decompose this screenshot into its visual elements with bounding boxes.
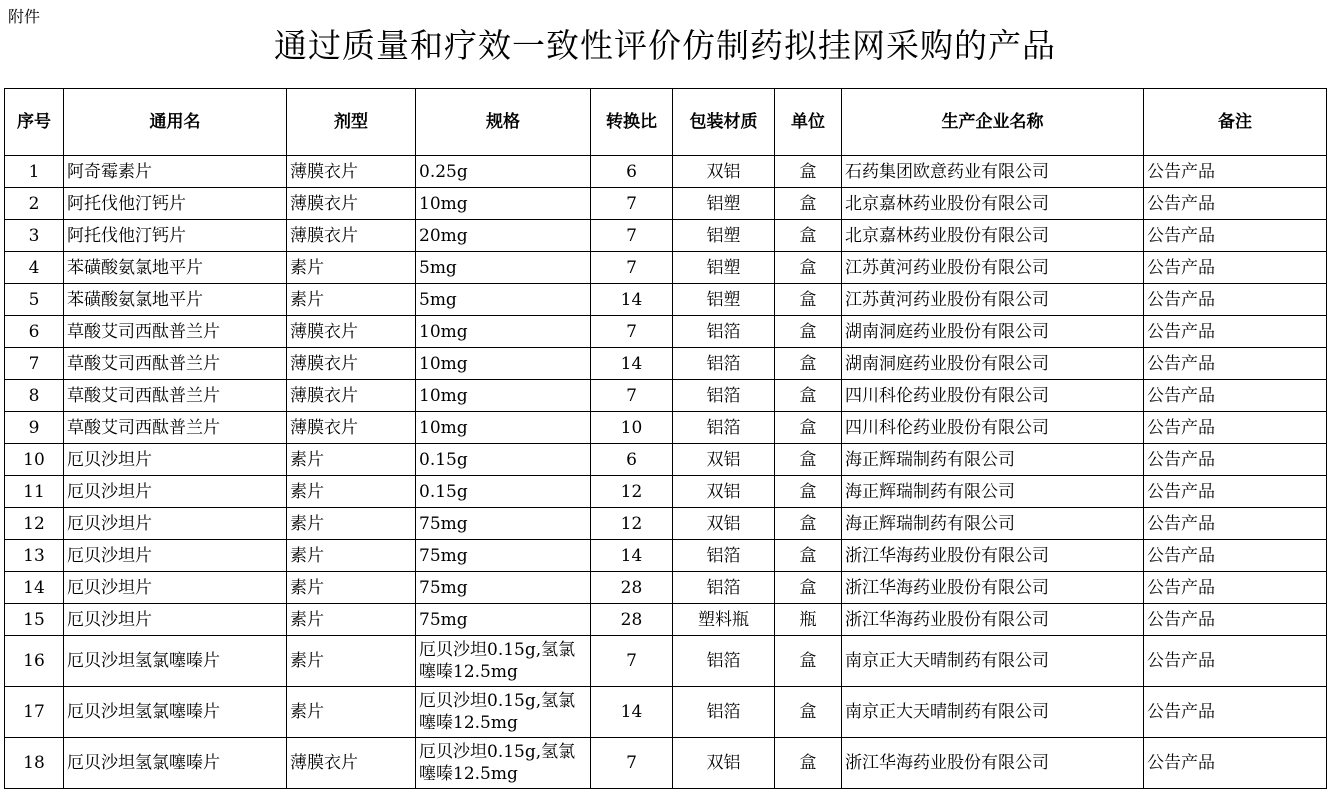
cell-dosage-form: 薄膜衣片 [287, 412, 416, 444]
cell-dosage-form: 素片 [287, 604, 416, 636]
cell-index: 11 [5, 476, 64, 508]
cell-packaging: 铝箔 [673, 380, 775, 412]
cell-packaging: 铝箔 [673, 572, 775, 604]
cell-manufacturer: 海正辉瑞制药有限公司 [842, 476, 1144, 508]
cell-remarks: 公告产品 [1144, 348, 1327, 380]
cell-remarks: 公告产品 [1144, 476, 1327, 508]
cell-unit: 盒 [775, 687, 842, 738]
cell-packaging: 双铝 [673, 476, 775, 508]
cell-specification: 75mg [416, 508, 591, 540]
cell-dosage-form: 素片 [287, 540, 416, 572]
cell-conversion-ratio: 28 [591, 572, 673, 604]
cell-dosage-form: 薄膜衣片 [287, 380, 416, 412]
table-row [5, 284, 1327, 316]
cell-packaging: 铝塑 [673, 284, 775, 316]
cell-packaging: 铝箔 [673, 540, 775, 572]
col-header-conversion-ratio: 转换比 [591, 89, 673, 156]
cell-packaging: 铝塑 [673, 252, 775, 284]
cell-remarks: 公告产品 [1144, 412, 1327, 444]
cell-unit: 盒 [775, 540, 842, 572]
cell-dosage-form: 素片 [287, 636, 416, 687]
cell-packaging: 铝箔 [673, 687, 775, 738]
cell-remarks: 公告产品 [1144, 540, 1327, 572]
cell-generic-name: 阿托伐他汀钙片 [64, 220, 287, 252]
table-row [5, 476, 1327, 508]
cell-index: 8 [5, 380, 64, 412]
table-row [5, 252, 1327, 284]
cell-index: 5 [5, 284, 64, 316]
cell-unit: 盒 [775, 508, 842, 540]
attachment-label: 附件 [8, 7, 41, 26]
cell-conversion-ratio: 14 [591, 687, 673, 738]
cell-unit: 盒 [775, 636, 842, 687]
cell-unit: 盒 [775, 284, 842, 316]
cell-index: 2 [5, 188, 64, 220]
cell-manufacturer: 石药集团欧意药业有限公司 [842, 156, 1144, 188]
cell-conversion-ratio: 14 [591, 540, 673, 572]
cell-index: 1 [5, 156, 64, 188]
cell-index: 16 [5, 636, 64, 687]
cell-conversion-ratio: 7 [591, 188, 673, 220]
table-row [5, 348, 1327, 380]
cell-unit: 盒 [775, 572, 842, 604]
cell-index: 9 [5, 412, 64, 444]
cell-dosage-form: 薄膜衣片 [287, 348, 416, 380]
cell-specification: 75mg [416, 572, 591, 604]
cell-conversion-ratio: 28 [591, 604, 673, 636]
cell-unit: 盒 [775, 444, 842, 476]
col-header-manufacturer: 生产企业名称 [842, 89, 1144, 156]
cell-manufacturer: 北京嘉林药业股份有限公司 [842, 220, 1144, 252]
cell-unit: 盒 [775, 156, 842, 188]
cell-remarks: 公告产品 [1144, 508, 1327, 540]
cell-dosage-form: 素片 [287, 444, 416, 476]
cell-specification: 20mg [416, 220, 591, 252]
cell-dosage-form: 薄膜衣片 [287, 316, 416, 348]
cell-specification: 10mg [416, 412, 591, 444]
cell-packaging: 双铝 [673, 738, 775, 789]
cell-remarks: 公告产品 [1144, 252, 1327, 284]
cell-dosage-form: 薄膜衣片 [287, 738, 416, 789]
cell-remarks: 公告产品 [1144, 572, 1327, 604]
cell-manufacturer: 海正辉瑞制药有限公司 [842, 508, 1144, 540]
cell-index: 13 [5, 540, 64, 572]
cell-conversion-ratio: 7 [591, 380, 673, 412]
cell-packaging: 铝塑 [673, 220, 775, 252]
cell-conversion-ratio: 7 [591, 636, 673, 687]
cell-unit: 盒 [775, 252, 842, 284]
cell-generic-name: 厄贝沙坦片 [64, 572, 287, 604]
cell-generic-name: 草酸艾司西酞普兰片 [64, 316, 287, 348]
col-header-packaging: 包装材质 [673, 89, 775, 156]
cell-remarks: 公告产品 [1144, 156, 1327, 188]
cell-specification: 5mg [416, 252, 591, 284]
table-row [5, 687, 1327, 738]
cell-generic-name: 阿托伐他汀钙片 [64, 188, 287, 220]
table-row [5, 316, 1327, 348]
cell-packaging: 铝箔 [673, 636, 775, 687]
cell-dosage-form: 薄膜衣片 [287, 188, 416, 220]
table-row [5, 220, 1327, 252]
table-row [5, 380, 1327, 412]
table-row [5, 508, 1327, 540]
cell-dosage-form: 薄膜衣片 [287, 220, 416, 252]
cell-conversion-ratio: 6 [591, 444, 673, 476]
cell-dosage-form: 素片 [287, 508, 416, 540]
cell-specification: 75mg [416, 604, 591, 636]
cell-specification: 厄贝沙坦0.15g,氢氯噻嗪12.5mg [416, 636, 591, 687]
cell-packaging: 铝箔 [673, 412, 775, 444]
cell-conversion-ratio: 14 [591, 284, 673, 316]
cell-unit: 盒 [775, 188, 842, 220]
cell-generic-name: 阿奇霉素片 [64, 156, 287, 188]
col-header-unit: 单位 [775, 89, 842, 156]
cell-index: 4 [5, 252, 64, 284]
cell-index: 3 [5, 220, 64, 252]
col-header-remarks: 备注 [1144, 89, 1327, 156]
cell-specification: 0.15g [416, 444, 591, 476]
cell-generic-name: 草酸艾司西酞普兰片 [64, 412, 287, 444]
cell-dosage-form: 薄膜衣片 [287, 156, 416, 188]
table-row [5, 636, 1327, 687]
cell-conversion-ratio: 10 [591, 412, 673, 444]
cell-remarks: 公告产品 [1144, 636, 1327, 687]
cell-remarks: 公告产品 [1144, 738, 1327, 789]
cell-unit: 盒 [775, 380, 842, 412]
cell-conversion-ratio: 12 [591, 508, 673, 540]
cell-specification: 10mg [416, 348, 591, 380]
cell-manufacturer: 浙江华海药业股份有限公司 [842, 540, 1144, 572]
cell-manufacturer: 四川科伦药业股份有限公司 [842, 412, 1144, 444]
cell-manufacturer: 南京正大天晴制药有限公司 [842, 636, 1144, 687]
cell-manufacturer: 浙江华海药业股份有限公司 [842, 572, 1144, 604]
table-row [5, 188, 1327, 220]
cell-specification: 厄贝沙坦0.15g,氢氯噻嗪12.5mg [416, 687, 591, 738]
table-row [5, 738, 1327, 789]
cell-unit: 盒 [775, 476, 842, 508]
cell-unit: 盒 [775, 316, 842, 348]
cell-packaging: 铝箔 [673, 316, 775, 348]
cell-conversion-ratio: 12 [591, 476, 673, 508]
cell-dosage-form: 素片 [287, 284, 416, 316]
cell-manufacturer: 海正辉瑞制药有限公司 [842, 444, 1144, 476]
cell-generic-name: 厄贝沙坦片 [64, 444, 287, 476]
cell-packaging: 铝塑 [673, 188, 775, 220]
cell-generic-name: 苯磺酸氨氯地平片 [64, 252, 287, 284]
cell-conversion-ratio: 6 [591, 156, 673, 188]
product-table [4, 88, 1327, 789]
cell-generic-name: 苯磺酸氨氯地平片 [64, 284, 287, 316]
cell-remarks: 公告产品 [1144, 444, 1327, 476]
page-title: 通过质量和疗效一致性评价仿制药拟挂网采购的产品 [274, 26, 1056, 65]
table-row [5, 412, 1327, 444]
cell-generic-name: 厄贝沙坦氢氯噻嗪片 [64, 687, 287, 738]
cell-manufacturer: 江苏黄河药业股份有限公司 [842, 284, 1144, 316]
cell-unit: 盒 [775, 348, 842, 380]
table-body [5, 156, 1327, 789]
cell-packaging: 双铝 [673, 508, 775, 540]
cell-index: 10 [5, 444, 64, 476]
table-row [5, 572, 1327, 604]
cell-manufacturer: 浙江华海药业股份有限公司 [842, 738, 1144, 789]
cell-manufacturer: 南京正大天晴制药有限公司 [842, 687, 1144, 738]
cell-packaging: 双铝 [673, 444, 775, 476]
col-header-generic-name: 通用名 [64, 89, 287, 156]
cell-index: 6 [5, 316, 64, 348]
cell-unit: 盒 [775, 738, 842, 789]
cell-manufacturer: 浙江华海药业股份有限公司 [842, 604, 1144, 636]
cell-dosage-form: 素片 [287, 687, 416, 738]
cell-manufacturer: 湖南洞庭药业股份有限公司 [842, 348, 1144, 380]
cell-generic-name: 厄贝沙坦片 [64, 540, 287, 572]
cell-specification: 10mg [416, 380, 591, 412]
col-header-index: 序号 [5, 89, 64, 156]
cell-remarks: 公告产品 [1144, 687, 1327, 738]
col-header-dosage-form: 剂型 [287, 89, 416, 156]
cell-remarks: 公告产品 [1144, 380, 1327, 412]
cell-remarks: 公告产品 [1144, 316, 1327, 348]
cell-conversion-ratio: 7 [591, 220, 673, 252]
cell-specification: 10mg [416, 316, 591, 348]
cell-index: 7 [5, 348, 64, 380]
cell-packaging: 塑料瓶 [673, 604, 775, 636]
cell-generic-name: 厄贝沙坦片 [64, 508, 287, 540]
cell-manufacturer: 湖南洞庭药业股份有限公司 [842, 316, 1144, 348]
cell-packaging: 铝箔 [673, 348, 775, 380]
cell-conversion-ratio: 7 [591, 316, 673, 348]
cell-remarks: 公告产品 [1144, 604, 1327, 636]
cell-unit: 盒 [775, 220, 842, 252]
cell-specification: 10mg [416, 188, 591, 220]
cell-dosage-form: 素片 [287, 476, 416, 508]
table-row [5, 540, 1327, 572]
cell-remarks: 公告产品 [1144, 284, 1327, 316]
table-row [5, 156, 1327, 188]
cell-index: 12 [5, 508, 64, 540]
cell-index: 14 [5, 572, 64, 604]
cell-remarks: 公告产品 [1144, 188, 1327, 220]
cell-dosage-form: 素片 [287, 252, 416, 284]
table-header-row [5, 89, 1327, 156]
cell-specification: 75mg [416, 540, 591, 572]
cell-specification: 0.15g [416, 476, 591, 508]
cell-manufacturer: 北京嘉林药业股份有限公司 [842, 188, 1144, 220]
cell-dosage-form: 素片 [287, 572, 416, 604]
cell-generic-name: 草酸艾司西酞普兰片 [64, 348, 287, 380]
table-row [5, 604, 1327, 636]
cell-specification: 5mg [416, 284, 591, 316]
cell-specification: 0.25g [416, 156, 591, 188]
table-row [5, 444, 1327, 476]
cell-generic-name: 草酸艾司西酞普兰片 [64, 380, 287, 412]
cell-index: 18 [5, 738, 64, 789]
cell-generic-name: 厄贝沙坦片 [64, 604, 287, 636]
cell-specification: 厄贝沙坦0.15g,氢氯噻嗪12.5mg [416, 738, 591, 789]
cell-generic-name: 厄贝沙坦氢氯噻嗪片 [64, 636, 287, 687]
cell-unit: 瓶 [775, 604, 842, 636]
cell-index: 17 [5, 687, 64, 738]
cell-conversion-ratio: 7 [591, 738, 673, 789]
cell-packaging: 双铝 [673, 156, 775, 188]
cell-conversion-ratio: 14 [591, 348, 673, 380]
cell-generic-name: 厄贝沙坦片 [64, 476, 287, 508]
cell-conversion-ratio: 7 [591, 252, 673, 284]
cell-manufacturer: 江苏黄河药业股份有限公司 [842, 252, 1144, 284]
cell-index: 15 [5, 604, 64, 636]
cell-generic-name: 厄贝沙坦氢氯噻嗪片 [64, 738, 287, 789]
cell-manufacturer: 四川科伦药业股份有限公司 [842, 380, 1144, 412]
cell-unit: 盒 [775, 412, 842, 444]
cell-remarks: 公告产品 [1144, 220, 1327, 252]
col-header-specification: 规格 [416, 89, 591, 156]
